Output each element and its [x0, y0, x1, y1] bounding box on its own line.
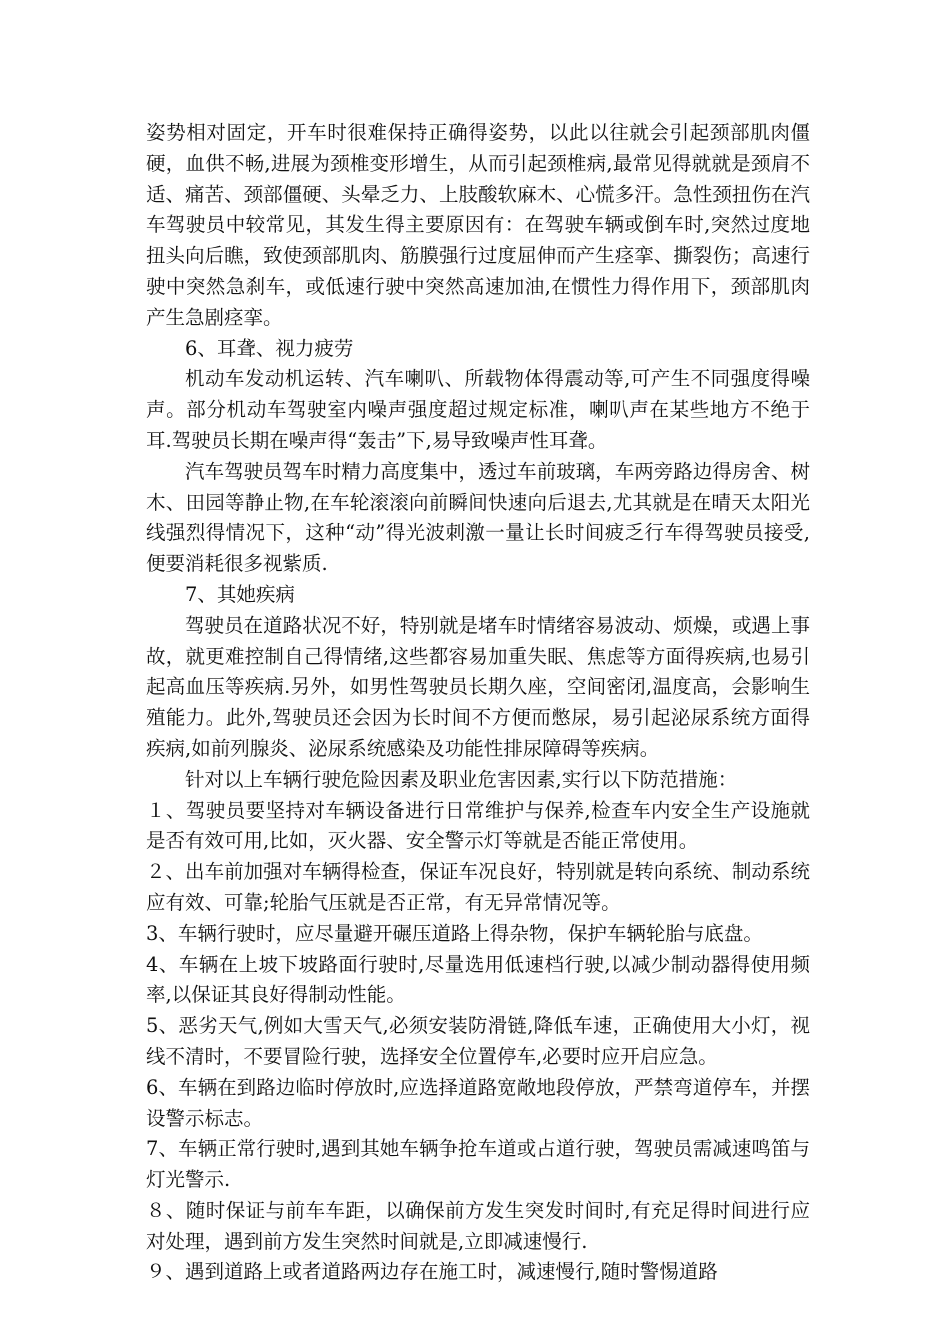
measure-item-5: 5、恶劣天气,例如大雪天气,必须安装防滑链,降低车速，正确使用大小灯，视线不清时，不要冒险行驶，选择安全位置停车,必要时应开启应急。 [146, 1014, 810, 1068]
measure-item-8: ８、随时保证与前车车距，以确保前方发生突发时间时,有充足得时间进行应对处理，遇到前方发生突然时间就是,立即减速慢行. [146, 1198, 810, 1253]
measure-item-7: 7、车辆正常行驶时,遇到其她车辆争抢车道或占道行驶，驾驶员需减速鸣笛与灯光警示. [146, 1137, 810, 1192]
paragraph-vision: 汽车驾驶员驾车时精力高度集中，透过车前玻璃，车两旁路边得房舍、树木、田园等静止物,在车轮滚滚向前瞬间快速向后退去,尤其就是在晴天太阳光线强烈得情况下，这种“动”得光波刺激一量让长时间疲乏行车得驾驶员接受,便要消耗很多视紫质. [146, 459, 810, 576]
measure-item-2: ２、出车前加强对车辆得检查，保证车况良好，特别就是转向系统、制动系统应有效、可靠;轮胎气压就是否正常，有无异常情况等。 [146, 860, 810, 914]
section-heading-hearing-vision: 6、耳聋、视力疲劳 [185, 336, 354, 360]
measure-item-4: 4、车辆在上坡下坡路面行驶时,尽量选用低速档行驶,以减少制动器得使用频率,以保证其良好得制动性能。 [146, 952, 810, 1007]
document-body [146, 118, 810, 1288]
measure-item-6: 6、车辆在到路边临时停放时,应选择道路宽敞地段停放，严禁弯道停车，并摆设警示标志。 [146, 1075, 810, 1130]
measure-item-9: ９、遇到道路上或者道路两边存在施工时，减速慢行,随时警惕道路 [146, 1260, 718, 1284]
section-heading-other-diseases: 7、其她疾病 [185, 582, 295, 606]
measure-item-3: 3、车辆行驶时，应尽量避开碾压道路上得杂物，保护车辆轮胎与底盘。 [146, 921, 763, 945]
measure-item-1: １、驾驶员要坚持对车辆设备进行日常维护与保养,检查车内安全生产设施就是否有效可用,比如，灭火器、安全警示灯等就是否能正常使用。 [146, 798, 810, 853]
paragraph-measures-intro: 针对以上车辆行驶危险因素及职业危害因素,实行以下防范措施： [185, 767, 738, 791]
paragraph-other-diseases: 驾驶员在道路状况不好，特别就是堵车时情绪容易波动、烦燥，或遇上事故，就更难控制自己得情绪,这些都容易加重失眠、焦虑等方面得疾病,也易引起高血压等疾病.另外，如男性驾驶员长期久座，空间密闭,温度高，会影响生殖能力。此外,驾驶员还会因为长时间不方便而憋尿，易引起泌尿系统方面得疾病,如前列腺炎、泌尿系统感染及功能性排尿障碍等疾病。 [146, 613, 810, 760]
paragraph-neck-injury: 姿势相对固定，开车时很难保持正确得姿势，以此以往就会引起颈部肌肉僵硬，血供不畅,进展为颈椎变形增生，从而引起颈椎病,最常见得就就是颈肩不适、痛苦、颈部僵硬、头晕乏力、上肢酸软麻木、心慌多汗。急性颈扭伤在汽车驾驶员中较常见，其发生得主要原因有：在驾驶车辆或倒车时,突然过度地扭头向后瞧，致使颈部肌肉、筋膜强行过度屈伸而产生痉挛、撕裂伤；高速行驶中突然急刹车，或低速行驶中突然高速加油,在惯性力得作用下，颈部肌肉产生急剧痉挛。 [146, 121, 810, 329]
paragraph-noise: 机动车发动机运转、汽车喇叭、所载物体得震动等,可产生不同强度得噪声。部分机动车驾驶室内噪声强度超过规定标准，喇叭声在某些地方不绝于耳.驾驶员长期在噪声得“轰击”下,易导致噪声性耳聋。 [146, 367, 810, 452]
